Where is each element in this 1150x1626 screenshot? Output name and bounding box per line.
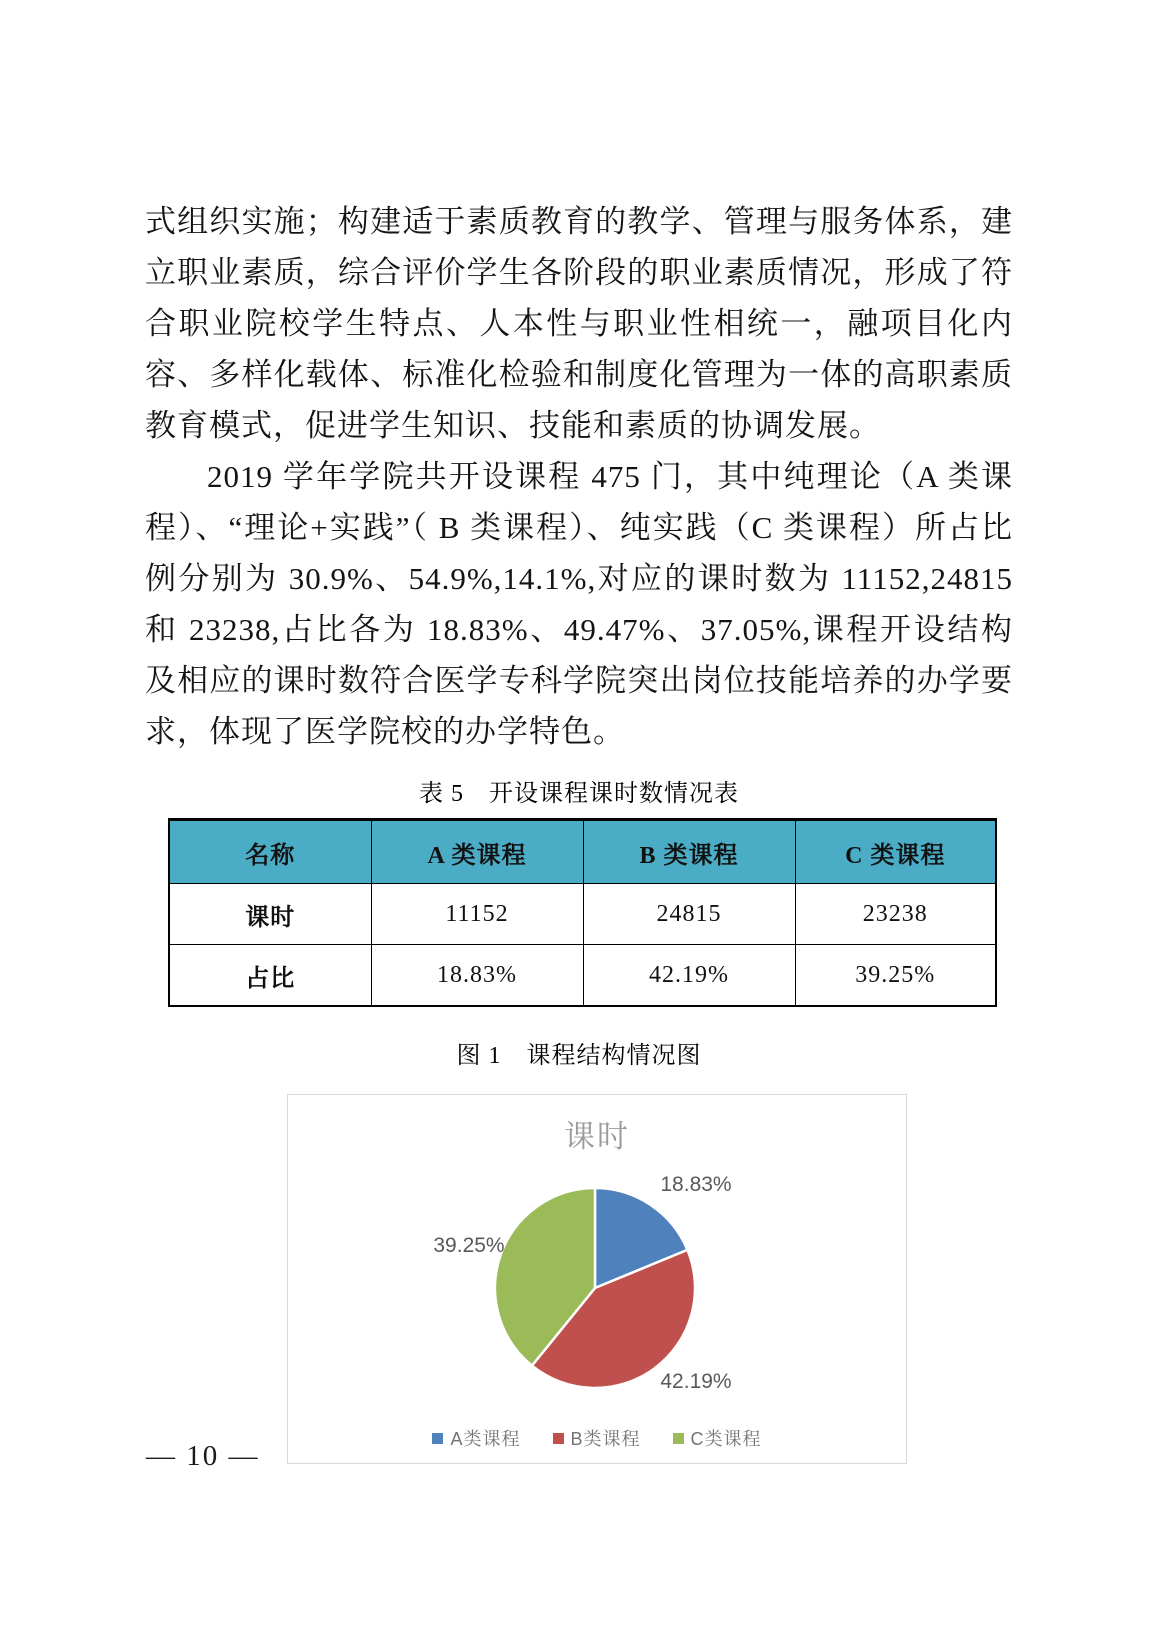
page-content bbox=[145, 196, 1013, 1464]
paragraph-1: 式组织实施；构建适于素质教育的教学、管理与服务体系，建立职业素质，综合评价学生各阶段的职业素质情况，形成了符合职业院校学生特点、人本性与职业性相统一，融项目化内容、多样化载体、标准化检验和制度化管理为一体的高职素质教育模式，促进学生知识、技能和素质的协调发展。 bbox=[145, 204, 1013, 443]
legend-swatch-a bbox=[432, 1433, 443, 1444]
table-row bbox=[169, 945, 996, 1007]
row-label-ratio: 占比 bbox=[169, 945, 371, 1007]
pie-label-b: 42.19% bbox=[660, 1370, 732, 1393]
ratio-a: 18.83% bbox=[371, 945, 583, 1007]
hours-a: 11152 bbox=[371, 884, 583, 945]
hours-c: 23238 bbox=[795, 884, 996, 945]
pie-chart bbox=[288, 1095, 906, 1463]
chart-title: 课时 bbox=[564, 1119, 630, 1154]
legend-label-a: A类课程 bbox=[450, 1429, 521, 1449]
legend-swatch-c bbox=[673, 1433, 684, 1444]
page-number: — 10 — bbox=[146, 1440, 260, 1472]
legend-label-c: C类课程 bbox=[690, 1429, 762, 1449]
legend-item-b bbox=[553, 1425, 641, 1451]
chart-legend bbox=[288, 1425, 906, 1451]
header-cell-class-c: C 类课程 bbox=[795, 820, 996, 884]
row-label-hours: 课时 bbox=[169, 884, 371, 945]
header-cell-class-a: A 类课程 bbox=[371, 820, 583, 884]
paragraph-2: 2019 学年学院共开设课程 475 门，其中纯理论（A 类课程）、“理论+实践”（ B 类课程）、纯实践（C 类课程）所占比例分别为 30.9%、54.9%,14.1%,对应的课时数为 11152,24815 和 23238,占比各为 18.83%、49.47%、37.05%,课程开设结构及相应的课时数符合医学专科学院突出岗位技能培养的办学要求，体现了医学院校的办学特色。 bbox=[145, 459, 1013, 749]
pie-label-c: 39.25% bbox=[433, 1234, 505, 1257]
legend-item-c bbox=[673, 1425, 762, 1451]
table-caption: 表 5 开设课程课时数情况表 bbox=[419, 781, 739, 807]
figure-caption: 图 1 课程结构情况图 bbox=[456, 1043, 702, 1069]
legend-item-a bbox=[432, 1425, 520, 1451]
hours-b: 24815 bbox=[583, 884, 795, 945]
ratio-b: 42.19% bbox=[583, 945, 795, 1007]
header-cell-name: 名称 bbox=[169, 820, 371, 884]
legend-label-b: B类课程 bbox=[570, 1429, 641, 1449]
table-row bbox=[169, 884, 996, 945]
table-header-row bbox=[169, 820, 996, 884]
pie-chart-container bbox=[287, 1094, 907, 1464]
header-cell-class-b: B 类课程 bbox=[583, 820, 795, 884]
pie-label-a: 18.83% bbox=[660, 1173, 732, 1196]
legend-swatch-b bbox=[553, 1433, 564, 1444]
course-hours-table bbox=[168, 818, 997, 1007]
ratio-c: 39.25% bbox=[795, 945, 996, 1007]
